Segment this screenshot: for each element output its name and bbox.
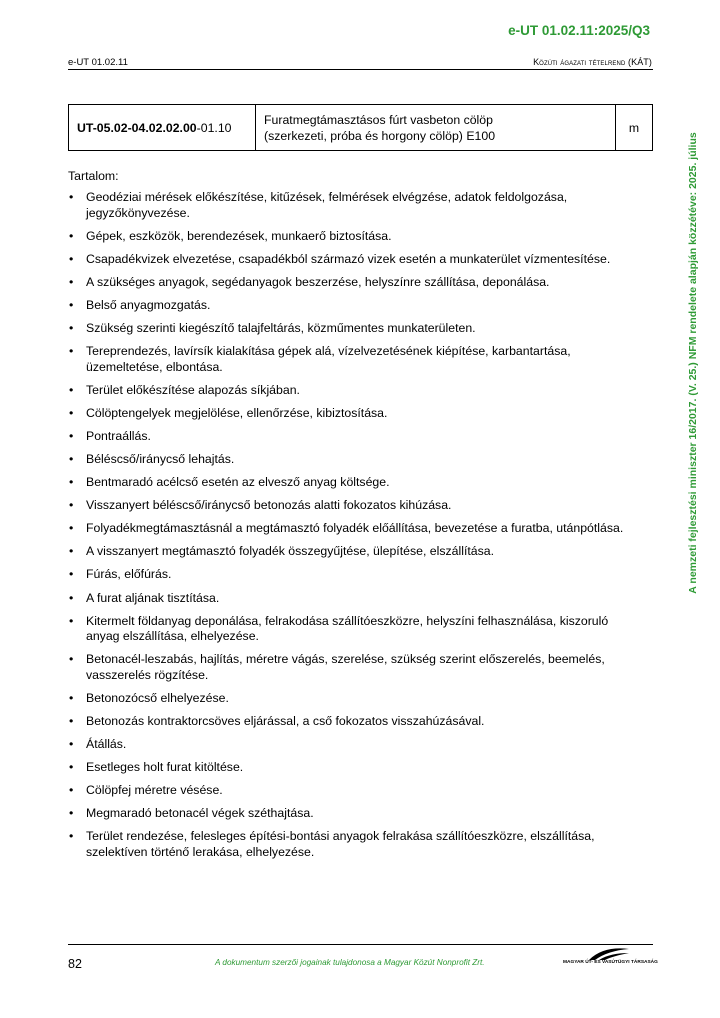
document-code: e-UT 01.02.11:2025/Q3 xyxy=(508,23,650,38)
list-item: • Bentmaradó acélcső esetén az elvesző anyag költsége. xyxy=(68,475,628,491)
organization-logo xyxy=(563,946,658,968)
list-item: • A visszanyert megtámasztó folyadék összegyűjtése, ülepítése, elszállítása. xyxy=(68,544,628,560)
header-right-title-abbr: (KÁT) xyxy=(625,57,652,67)
footer-divider xyxy=(68,944,653,945)
list-item: • Betonozás kontraktorcsöves eljárással, a cső fokozatos visszahúzásával. xyxy=(68,714,628,730)
item-row xyxy=(69,105,653,151)
side-publication-note-text: A nemzeti fejlesztési miniszter 16/2017. (V. 25.) NFM rendelete alapján közzétéve: 2025. július xyxy=(687,131,699,594)
logo-text: MAGYAR ÚT- ÉS VASÚTÜGYI TÁRSASÁG xyxy=(563,960,658,965)
copyright-notice: A dokumentum szerzői jogainak tulajdonosa a Magyar Közút Nonprofit Zrt. xyxy=(215,958,485,967)
list-item: • Folyadékmegtámasztásnál a megtámasztó folyadék előállítása, bevezetése a furatba, utánpótlása. xyxy=(68,521,628,537)
item-unit-cell: m xyxy=(616,105,653,151)
item-code-cell xyxy=(69,105,256,151)
item-table xyxy=(68,104,653,151)
list-item: • Szükség szerinti kiegészítő talajfeltárás, közműmentes munkaterületen. xyxy=(68,321,628,337)
list-item: • Átállás. xyxy=(68,737,628,753)
content-section xyxy=(68,169,628,868)
list-item: • Tereprendezés, lavírsík kialakítása gépek alá, vízelvezetésének kiépítése, karbantartása, üzemeltetése, elbontása. xyxy=(68,344,628,375)
item-code-suffix: -01.10 xyxy=(196,120,232,135)
list-item: • Betonozócső elhelyezése. xyxy=(68,691,628,707)
content-label: Tartalom: xyxy=(68,169,119,183)
list-item: • Belső anyagmozgatás. xyxy=(68,298,628,314)
list-item: • Pontraállás. xyxy=(68,429,628,445)
item-description-cell xyxy=(256,105,616,151)
page-number: 82 xyxy=(68,957,82,971)
list-item: • Kitermelt földanyag deponálása, felrakodása szállítóeszközre, helyszíni felhasználása, kiszoruló anyag elszállítása, elhelyezése. xyxy=(68,614,628,645)
list-item: • Fúrás, előfúrás. xyxy=(68,567,628,583)
item-description-line2: (szerkezeti, próba és horgony cölöp) E100 xyxy=(264,128,496,143)
header-divider xyxy=(68,69,653,70)
header-right-title-main: Közúti ágazati tételrend xyxy=(533,57,626,67)
item-description-line1: Furatmegtámasztásos fúrt vasbeton cölöp xyxy=(264,112,493,127)
list-item: • Gépek, eszközök, berendezések, munkaerő biztosítása. xyxy=(68,229,628,245)
list-item: • Cölöptengelyek megjelölése, ellenőrzése, kibiztosítása. xyxy=(68,406,628,422)
list-item: • Esetleges holt furat kitöltése. xyxy=(68,760,628,776)
side-publication-note xyxy=(683,95,703,630)
list-item: • Terület előkészítése alapozás síkjában. xyxy=(68,383,628,399)
list-item: • Visszanyert béléscső/iránycső betonozás alatti fokozatos kihúzása. xyxy=(68,498,628,514)
list-item: • Csapadékvizek elvezetése, csapadékból származó vizek esetén a munkaterület vízmentesítése. xyxy=(68,252,628,268)
list-item: • Betonacél-leszabás, hajlítás, méretre vágás, szerelése, szükség szerint előszerelés, beemelés, vasszerelés rögzítése. xyxy=(68,652,628,683)
list-item: • Cölöpfej méretre vésése. xyxy=(68,783,628,799)
list-item: • Béléscső/iránycső lehajtás. xyxy=(68,452,628,468)
list-item: • A furat aljának tisztítása. xyxy=(68,591,628,607)
list-item: • Terület rendezése, felesleges építési-bontási anyagok felrakása szállítóeszközre, elszállítása, szelektíven történő lerakása, elhelyezése. xyxy=(68,829,628,860)
header-left-code: e-UT 01.02.11 xyxy=(68,57,128,68)
content-bullet-list xyxy=(68,190,628,860)
item-code-bold: UT-05.02-04.02.02.00 xyxy=(77,120,197,135)
list-item: • A szükséges anyagok, segédanyagok beszerzése, helyszínre szállítása, deponálása. xyxy=(68,275,628,291)
list-item: • Megmaradó betonacél végek széthajtása. xyxy=(68,806,628,822)
list-item: • Geodéziai mérések előkészítése, kitűzések, felmérések elvégzése, adatok feldolgozása, jegyzőkönyvezése. xyxy=(68,190,628,221)
header-right-title xyxy=(533,57,652,67)
